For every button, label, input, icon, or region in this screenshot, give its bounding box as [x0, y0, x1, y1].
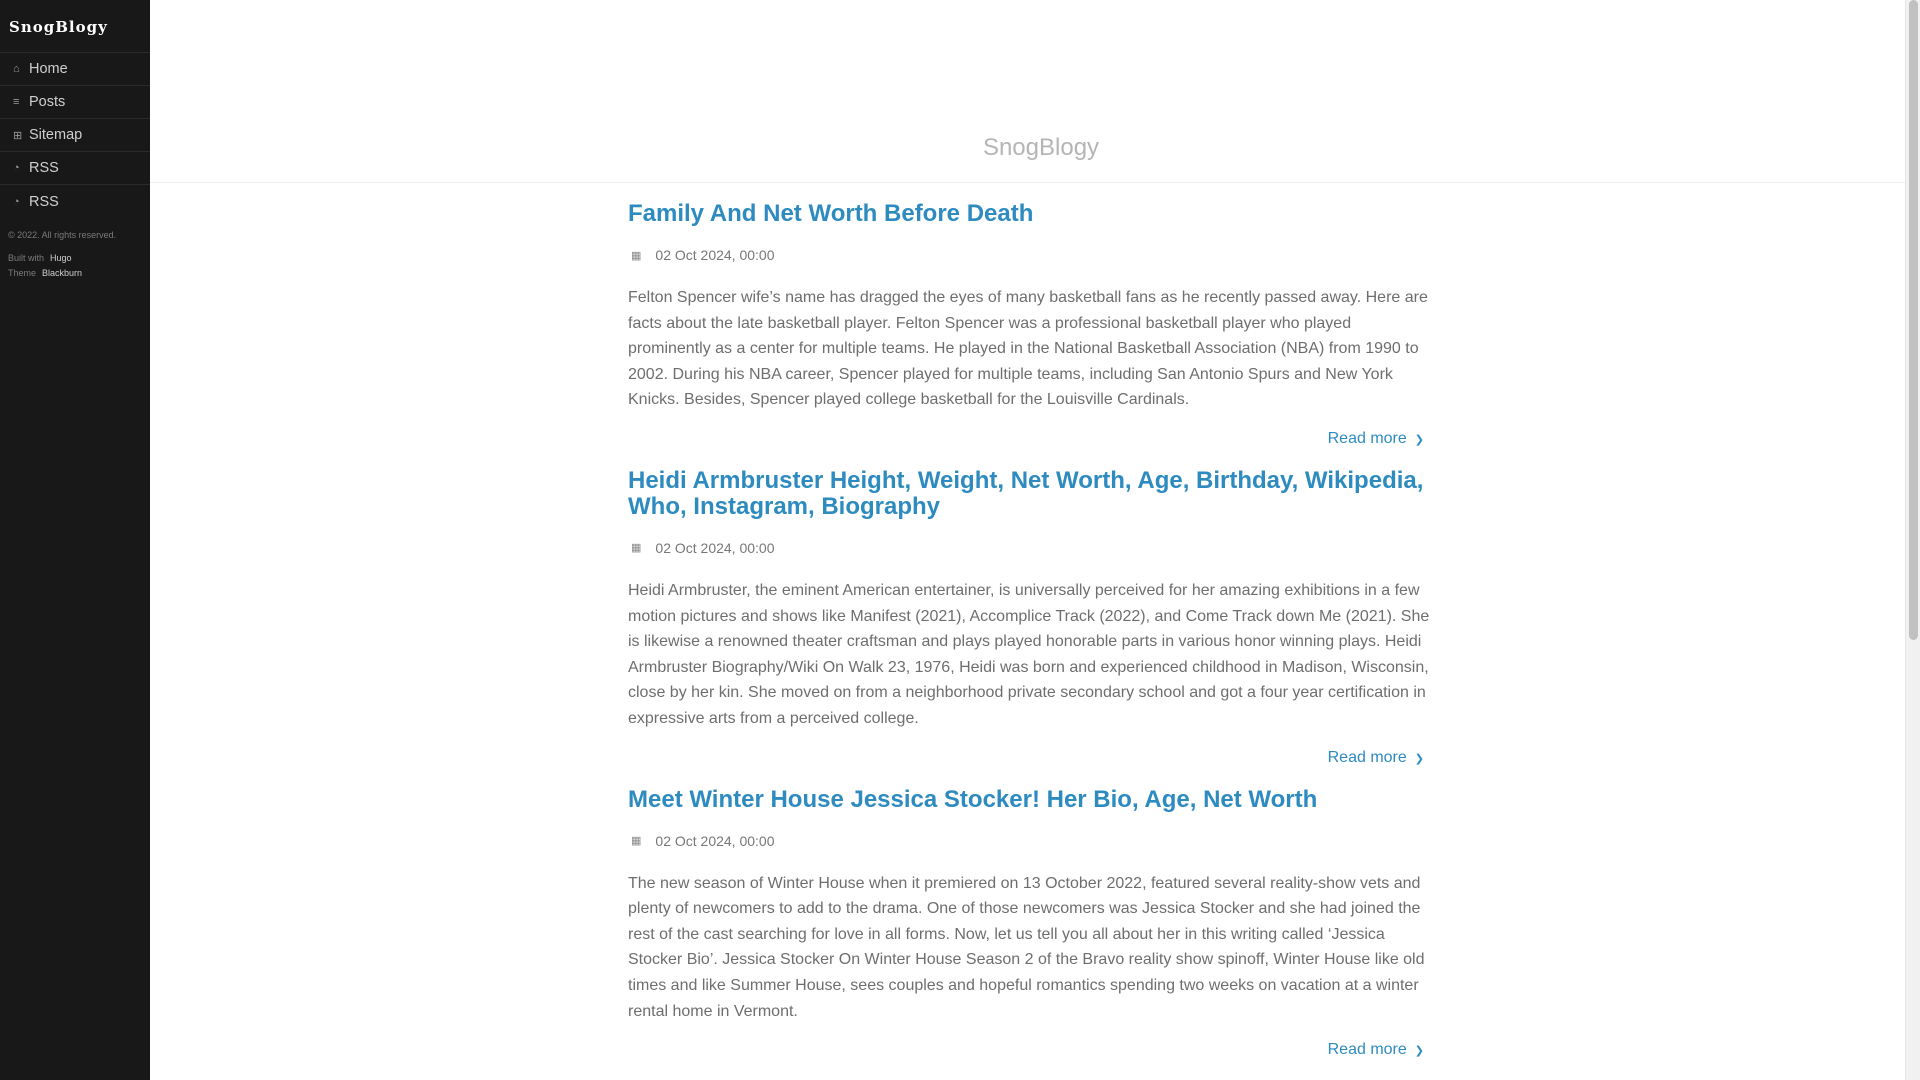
post-list — [628, 183, 1434, 1059]
post-title-link[interactable]: Meet Winter House Jessica Stocker! Her Bio, Age, Net Worth — [628, 785, 1318, 813]
post-date: 02 Oct 2024, 00:00 — [655, 539, 775, 556]
sidebar-item-label: RSS — [29, 193, 59, 210]
post-meta — [628, 833, 1434, 849]
chevron-right-icon: ❯ — [1414, 752, 1424, 765]
theme-line — [8, 266, 142, 281]
blackburn-link[interactable]: Blackburn — [42, 268, 83, 278]
sidebar-brand[interactable]: SnogBlogy — [0, 0, 150, 53]
read-more-label: Read more — [1327, 748, 1407, 766]
sidebar-item-label: Posts — [29, 94, 66, 110]
sidebar-footer — [0, 218, 150, 281]
copyright-text: © 2022. All rights reserved. — [8, 230, 117, 240]
read-more-label: Read more — [1327, 429, 1407, 447]
sidebar-nav — [0, 53, 150, 218]
built-with-line — [8, 251, 142, 266]
post-item — [628, 787, 1434, 1060]
sidebar-item-label: Sitemap — [29, 127, 83, 143]
sidebar-item-sitemap[interactable] — [0, 119, 150, 152]
post-meta — [628, 540, 1434, 556]
read-more-link[interactable] — [628, 749, 1434, 767]
post-title-link[interactable]: Family And Net Worth Before Death — [628, 200, 1034, 227]
post-excerpt: Felton Spencer wife’s name has dragged the eyes of many basketball fans as he recently passed away. Here are facts about the late basketball player. Felton Spencer was a professional basketball player who played prominently as a center for multiple teams. He played in the National Basketball Association (NBA) from 1990 to 2002. During his NBA career, Spencer played for multiple teams, including San Antonio Spurs and New York Knicks. Besides, Spencer played college basketball for the Louisville Cardinals. — [628, 289, 1428, 409]
sidebar — [0, 0, 150, 1080]
scrollbar-thumb[interactable] — [1909, 0, 1918, 640]
sidebar-item-label: RSS — [29, 160, 59, 176]
read-more-link[interactable] — [628, 1041, 1434, 1059]
chevron-right-icon: ❯ — [1414, 433, 1424, 446]
post-date: 02 Oct 2024, 00:00 — [655, 832, 775, 849]
post-meta — [628, 247, 1434, 263]
chevron-right-icon: ❯ — [1414, 1045, 1424, 1058]
list-icon: ≡ — [13, 96, 20, 108]
calendar-icon: ▦ — [631, 542, 642, 555]
rss-icon: ◔ — [13, 162, 20, 174]
sidebar-item-label: Home — [29, 61, 68, 77]
home-icon: ⌂ — [13, 63, 20, 75]
calendar-icon: ▦ — [631, 249, 642, 262]
sidebar-item-home[interactable] — [0, 53, 150, 86]
post-item — [628, 201, 1434, 448]
site-header — [150, 0, 1905, 183]
hugo-link[interactable]: Hugo — [50, 253, 72, 263]
site-title: SnogBlogy — [982, 134, 1100, 161]
sidebar-item-rss-2[interactable] — [0, 185, 150, 218]
rss-icon: ◔ — [13, 195, 20, 208]
post-date: 02 Oct 2024, 00:00 — [655, 247, 775, 263]
post-excerpt: Heidi Armbruster, the eminent American entertainer, is universally perceived for her amazing exhibitions in a few motion pictures and shows like Manifest (2021), Accomplice Track (2022), and Come Track down Me (2021). She is likewise a renowned theater craftsman and plays played honorable parts in various honor winning plays. Heidi Armbruster Biography/Wiki On Walk 23, 1976, Heidi was born and experienced childhood in Madison, Wisconsin, close by her kin. She moved on from a neighborhood private secondary school and got a four year certification in expressive arts from a perceived college. — [628, 581, 1430, 727]
main-area — [150, 0, 1905, 1080]
vertical-scrollbar[interactable] — [1905, 0, 1920, 1080]
post-title-link[interactable]: Heidi Armbruster Height, Weight, Net Worth, Age, Birthday, Wikipedia, Who, Instagram, Biography — [628, 466, 1424, 520]
sidebar-item-rss[interactable] — [0, 152, 150, 185]
sidebar-item-posts[interactable] — [0, 86, 150, 119]
post-item — [628, 468, 1434, 767]
calendar-icon: ▦ — [631, 835, 642, 848]
theme-label: Theme — [8, 268, 37, 278]
post-excerpt: The new season of Winter House when it premiered on 13 October 2022, featured several reality-show vets and plenty of newcomers to add to the drama. One of those newcomers was Jessica Stocker and she had joined the rest of the cast searching for love in all forms. Now, let us tell you all about her in this writing called ‘Jessica Stocker Bio’. Jessica Stocker On Winter House Season 2 of the Bravo reality show spinoff, Winter House like old times and like Summer House, sees couples and hopeful romantics spending two weeks on vacation at a winter rental home in Vermont. — [628, 874, 1425, 1020]
built-with-label: Built with — [8, 253, 45, 263]
sitemap-icon: ⊞ — [13, 129, 23, 142]
read-more-link[interactable] — [628, 430, 1434, 448]
read-more-label: Read more — [1327, 1041, 1407, 1059]
